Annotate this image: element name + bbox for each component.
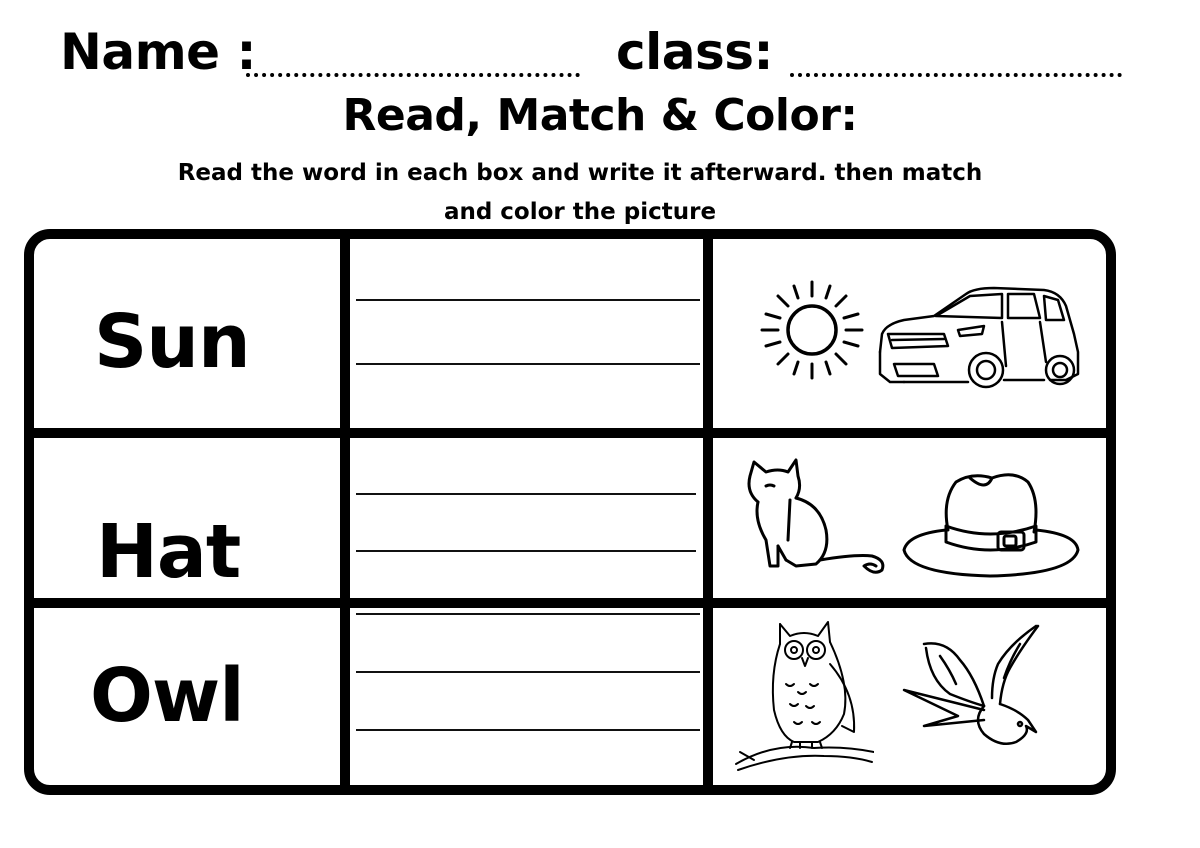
writing-line[interactable] (356, 493, 696, 495)
column-divider-2 (703, 231, 713, 793)
word-hat: Hat (96, 509, 241, 595)
writing-line[interactable] (356, 299, 700, 301)
class-field[interactable] (790, 73, 1122, 77)
word-owl: Owl (90, 653, 244, 739)
instructions-line-2: and color the picture (443, 199, 717, 225)
writing-line[interactable] (356, 363, 700, 365)
name-field[interactable] (246, 73, 580, 77)
instructions (150, 154, 1010, 232)
page-title: Read, Match & Color: (342, 90, 858, 141)
row-divider-2 (26, 598, 1114, 608)
writing-line[interactable] (356, 550, 696, 552)
cat-icon[interactable] (736, 456, 890, 576)
hat-icon[interactable] (900, 470, 1082, 582)
word-sun: Sun (94, 299, 250, 385)
writing-line[interactable] (356, 671, 700, 673)
column-divider-1 (340, 231, 350, 793)
name-label: Name : (60, 23, 256, 81)
writing-line[interactable] (356, 729, 700, 731)
instructions-line-1: Read the word in each box and write it afterward. then match (177, 160, 983, 186)
class-label: class: (616, 23, 774, 81)
row-divider-1 (26, 428, 1114, 438)
owl-icon[interactable] (734, 614, 874, 774)
writing-line[interactable] (356, 613, 700, 615)
sun-icon[interactable] (752, 274, 872, 390)
car-icon[interactable] (874, 282, 1084, 398)
bird-icon[interactable] (900, 620, 1046, 754)
